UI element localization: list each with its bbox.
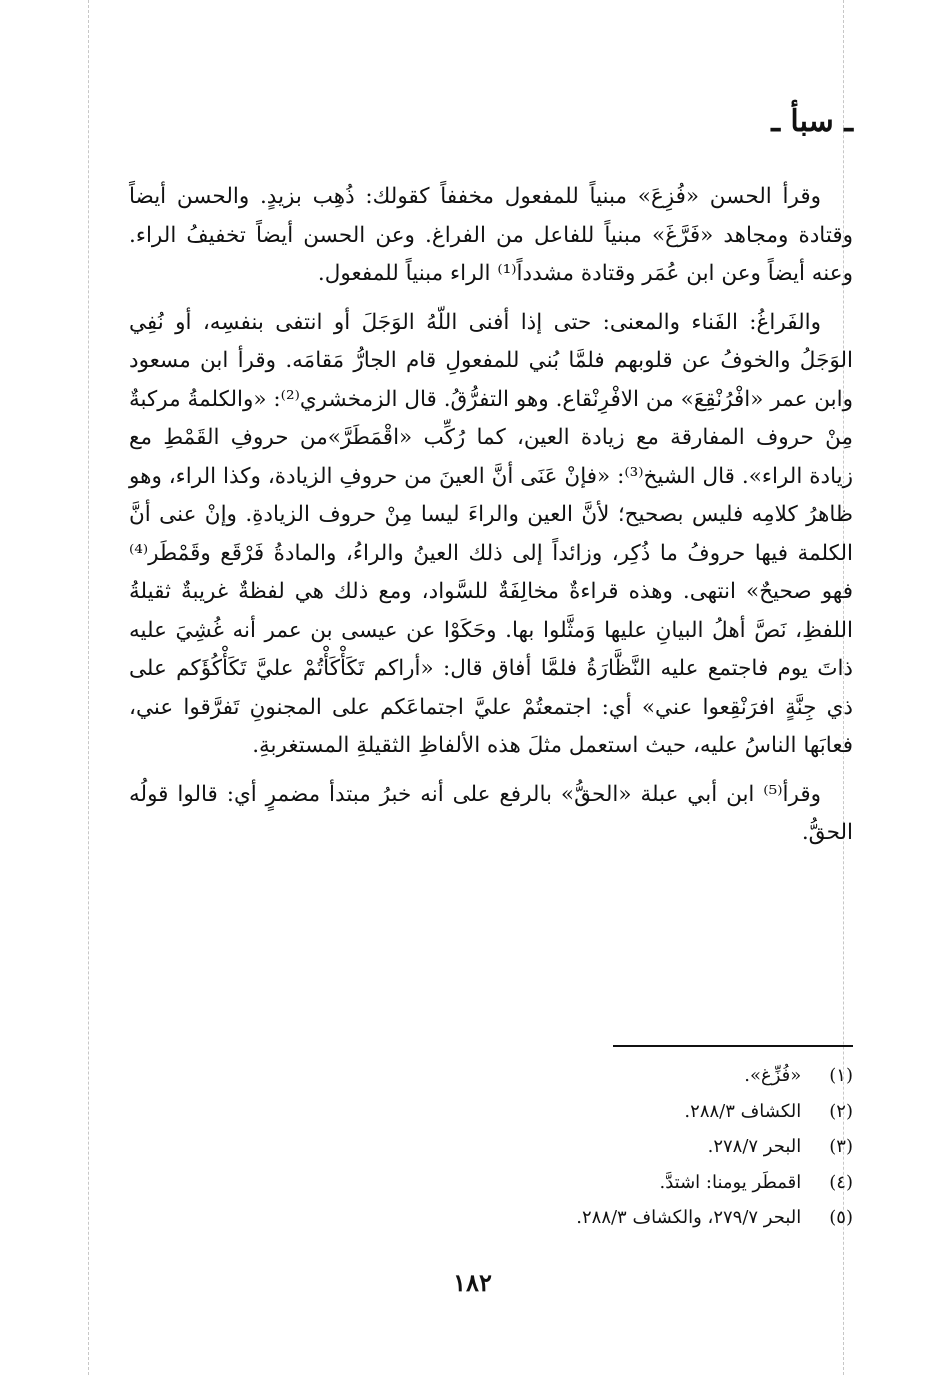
footnote-text: البحر ٢٧٨/٧.: [707, 1136, 802, 1157]
footnote-item: [129, 1094, 853, 1130]
main-text: [129, 178, 853, 863]
footnote-text: الكشاف ٢٨٨/٣.: [684, 1100, 802, 1122]
paragraph-2: والفَراغُ: الفَناء والمعنى: حتى إذا أفنى اللّهُ الوَجَلَ أو انتفى بنفسِه، أو نُفِي الوَجَلُ والخوفُ عن قلوبهم فلمَّا بُني للمفعولِ قام الجارُّ مَقامَه. وقرأ ابن مسعود وابن عمر «افْرُنْقِعَ» من الافْرِنْقاع. وهو التفرُّقُ. قال الزمخشري⁽²⁾: «والكلمةُ مركبةٌ مِنْ حروف المفارقة مع زيادة العين، كما رُكِّب «اقْمَطَرَّ»من حروفِ القَمْطِ مع زيادة الراء». قال الشيخ⁽³⁾: «فإنْ عَنَى أنَّ العينَ من حروفِ الزيادة، وكذا الراء، وهو ظاهرُ كلامِه فليس بصحيح؛ لأنَّ العين والراءَ ليسا مِنْ حروف الزيادةِ. وإنْ عنى أنَّ الكلمة فيها حروفُ ما ذُكِر، وزائداً إلى ذلك العينُ والراءُ، والمادةُ فَرْقَع وقَمْطَر⁽⁴⁾ فهو صحيحٌ» انتهى. وهذه قراءةٌ مخالِفَةٌ للسَّواد، ومع ذلك هي لفظةٌ غريبةٌ ثقيلةُ اللفظِ، نَصَّ أهلُ البيانِ عليها وَمثَّلوا بها. وحَكَوْا عن عيسى بن عمر أنه غُشِيَ عليه ذاتَ يوم فاجتمع عليه النَّظَّارَةُ فلمَّا أفاق قال: «أراكم تَكَأْكَأْتُمْ عليَّ تَكَأْكُؤَكم على ذي جِنَّةٍ افرَنْقِعوا عني» أي: اجتمعتُمْ عليَّ اجتماعَكم على المجنونِ تَفرَّقوا عني، فعابَها الناسُ عليه، حيث استعمل مثلَ هذه الألفاظِ الثقيلةِ المستغربةِ.: [129, 309, 853, 758]
footnote-item: [129, 1129, 853, 1165]
footnote-number: (١): [829, 1065, 853, 1086]
footnote-number: (٣): [829, 1136, 853, 1157]
running-head: ـ سبأ ـ: [771, 104, 853, 139]
footnote-item: [129, 1058, 853, 1094]
footnote-text: اقمطَر يومنا: اشتدَّ.: [659, 1171, 802, 1193]
footnote-item: [129, 1165, 853, 1201]
footnote-text: «فُزِّغ».: [744, 1065, 802, 1086]
footnote-item: [129, 1200, 853, 1236]
footnote-text: البحر ٢٧٩/٧، والكشاف ٢٨٨/٣.: [576, 1207, 802, 1228]
footnote-divider: [613, 1045, 853, 1047]
footnote-number: (٢): [829, 1100, 853, 1122]
footnotes-list: [129, 1058, 853, 1236]
scan-guide-line-left: [88, 0, 89, 1375]
paragraph-1: وقرأ الحسن «فُزِعَ» مبنياً للمفعول مخففاً كقولك: ذُهِب بزيدٍ. والحسن أيضاً وقتادة ومجاهد «فَرَّغَ» مبنياً للفاعل من الفراغ. وعن الحسن أيضاً تخفيفُ الراء. وعنه أيضاً وعن ابن عُمَر وقتادة مشدداً⁽¹⁾ الراء مبنياً للمفعول.: [129, 184, 853, 286]
footnote-number: (٥): [829, 1207, 853, 1228]
page-number: ١٨٢: [453, 1268, 492, 1297]
paragraph-3: وقرأ⁽⁵⁾ ابن أبي عبلة «الحقُّ» بالرفع على أنه خبرُ مبتدأ مضمرٍ أي: قالوا قولُه الحقُّ.: [129, 781, 853, 845]
footnote-number: (٤): [829, 1171, 853, 1193]
